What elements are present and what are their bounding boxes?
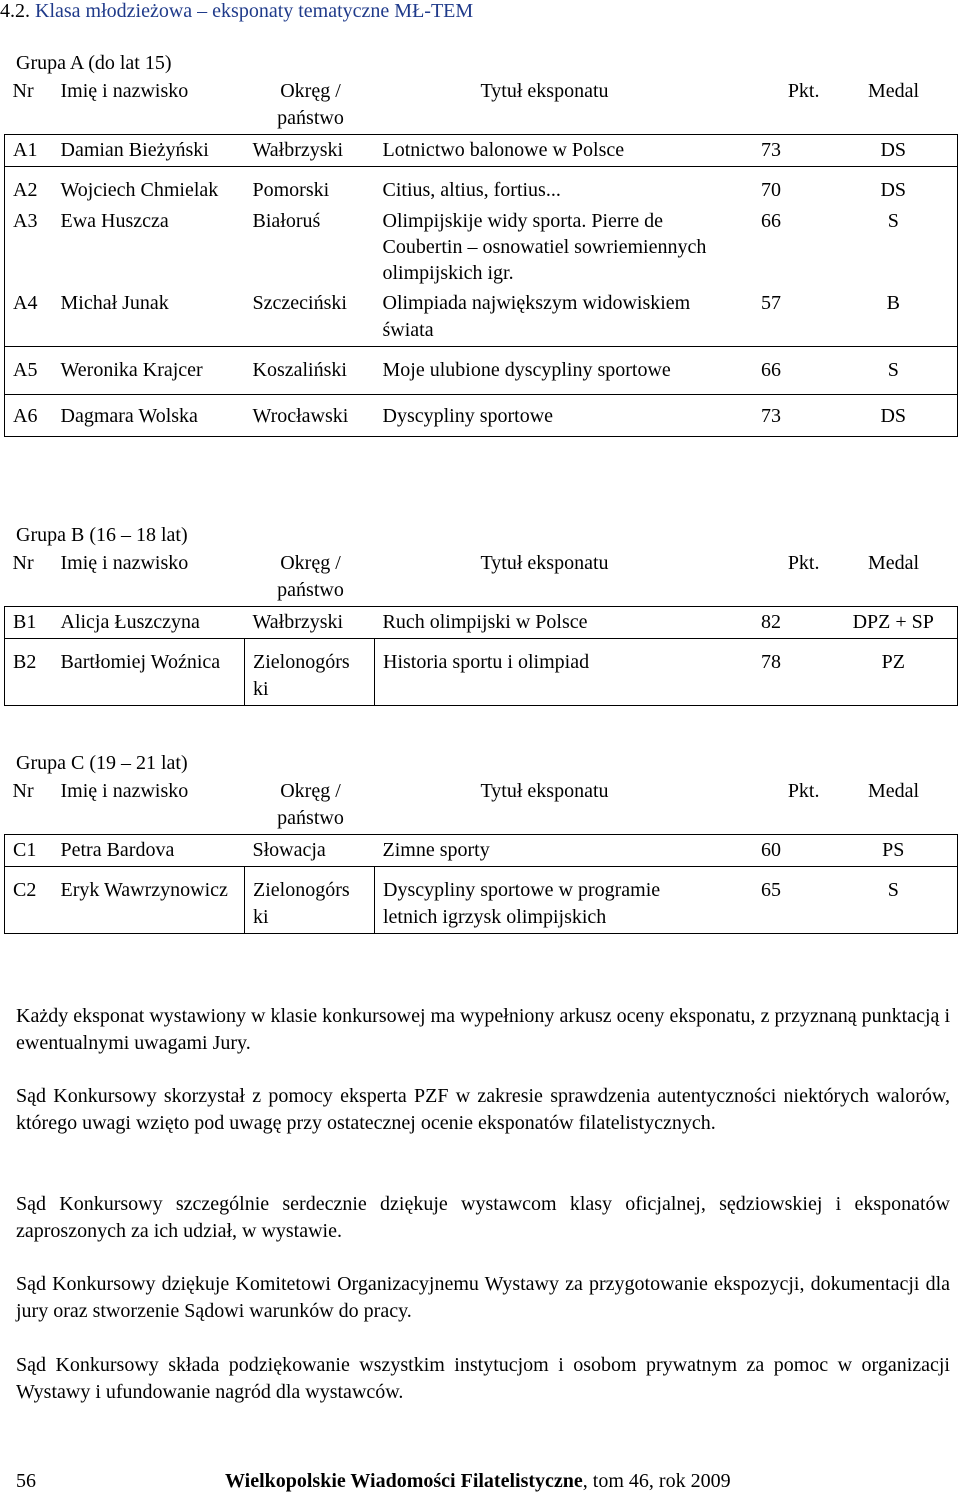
paragraph-3: Sąd Konkursowy szczególnie serdecznie dziękuje wystawcom klasy oficjalnej, sędziowskiej i eksponatów zaproszonych za ich udział, w wystawie. [16, 1193, 950, 1242]
paragraph-1: Każdy eksponat wystawiony w klasie konkursowej ma wypełniony arkusz oceny eksponatu, z przyznaną punktacją i ewentualnymi uwagami Jury. [16, 1005, 950, 1054]
group-a-table [4, 76, 958, 437]
table-row: B2 Bartłomiej Woźnica Zielonogórs ki Historia sportu i olimpiad 78 PZ [5, 639, 958, 706]
section-heading [0, 0, 473, 23]
page-footer [16, 1470, 950, 1493]
journal-title: Wielkopolskie Wiadomości Filatelistyczne [225, 1470, 583, 1492]
table-header-row: Nr Imię i nazwisko Okręg / państwo Tytuł eksponatu Pkt. Medal [12, 80, 920, 129]
paragraph-4: Sąd Konkursowy dziękuje Komitetowi Organizacyjnemu Wystawy za przygotowanie ekspozycji, dokumentacji dla jury oraz stworzenie Sądowi warunków do pracy. [16, 1273, 950, 1322]
table-row: A3 Ewa Huszcza Białoruś Olimpijskije widy sporta. Pierre de Coubertin – osnowatiel sowriemiennych olimpijskich igr. 66 S [5, 206, 958, 288]
group-a-title: Grupa A (do lat 15) [16, 52, 172, 74]
section-number: 4.2. [0, 0, 30, 22]
table-row: C1 Petra Bardova Słowacja Zimne sporty 60 PS [5, 835, 958, 867]
paragraph-5: Sąd Konkursowy składa podziękowanie wszystkim instytucjom i osobom prywatnym za pomoc w organizacji Wystawy i ufundowanie nagród dla wystawców. [16, 1354, 950, 1403]
journal-volume: , tom 46, rok 2009 [582, 1470, 731, 1492]
table-row: A6 Dagmara Wolska Wrocławski Dyscypliny sportowe 73 DS [5, 395, 958, 437]
table-header-row: Nr Imię i nazwisko Okręg / państwo Tytuł eksponatu Pkt. Medal [12, 780, 920, 829]
table-row: A4 Michał Junak Szczeciński Olimpiada największym widowiskiem świata 57 B [5, 288, 958, 347]
table-header-row: Nr Imię i nazwisko Okręg / państwo Tytuł eksponatu Pkt. Medal [12, 552, 920, 601]
table-row: C2 Eryk Wawrzynowicz Zielonogórs ki Dyscypliny sportowe w programie letnich igrzysk olimpijskich 65 S [5, 867, 958, 934]
table-row: A5 Weronika Krajcer Koszaliński Moje ulubione dyscypliny sportowe 66 S [5, 347, 958, 395]
section-title: Klasa młodzieżowa – eksponaty tematyczne MŁ-TEM [35, 0, 474, 22]
table-row: A1 Damian Bieżyński Wałbrzyski Lotnictwo balonowe w Polsce 73 DS [5, 135, 958, 167]
paragraph-2: Sąd Konkursowy skorzystał z pomocy eksperta PZF w zakresie sprawdzenia autentyczności niektórych walorów, którego uwagi wzięto pod uwagę przy ostatecznej ocenie eksponatów filatelistycznych. [16, 1085, 950, 1134]
table-row: B1 Alicja Łuszczyna Wałbrzyski Ruch olimpijski w Polsce 82 DPZ + SP [5, 607, 958, 639]
group-b-title: Grupa B (16 – 18 lat) [16, 524, 188, 546]
journal-citation [225, 1470, 731, 1493]
page-number: 56 [16, 1470, 36, 1492]
group-b-table [4, 548, 958, 706]
group-c-table [4, 776, 958, 934]
table-row: A2 Wojciech Chmielak Pomorski Citius, altius, fortius... 70 DS [5, 167, 958, 207]
group-c-title: Grupa C (19 – 21 lat) [16, 752, 188, 774]
